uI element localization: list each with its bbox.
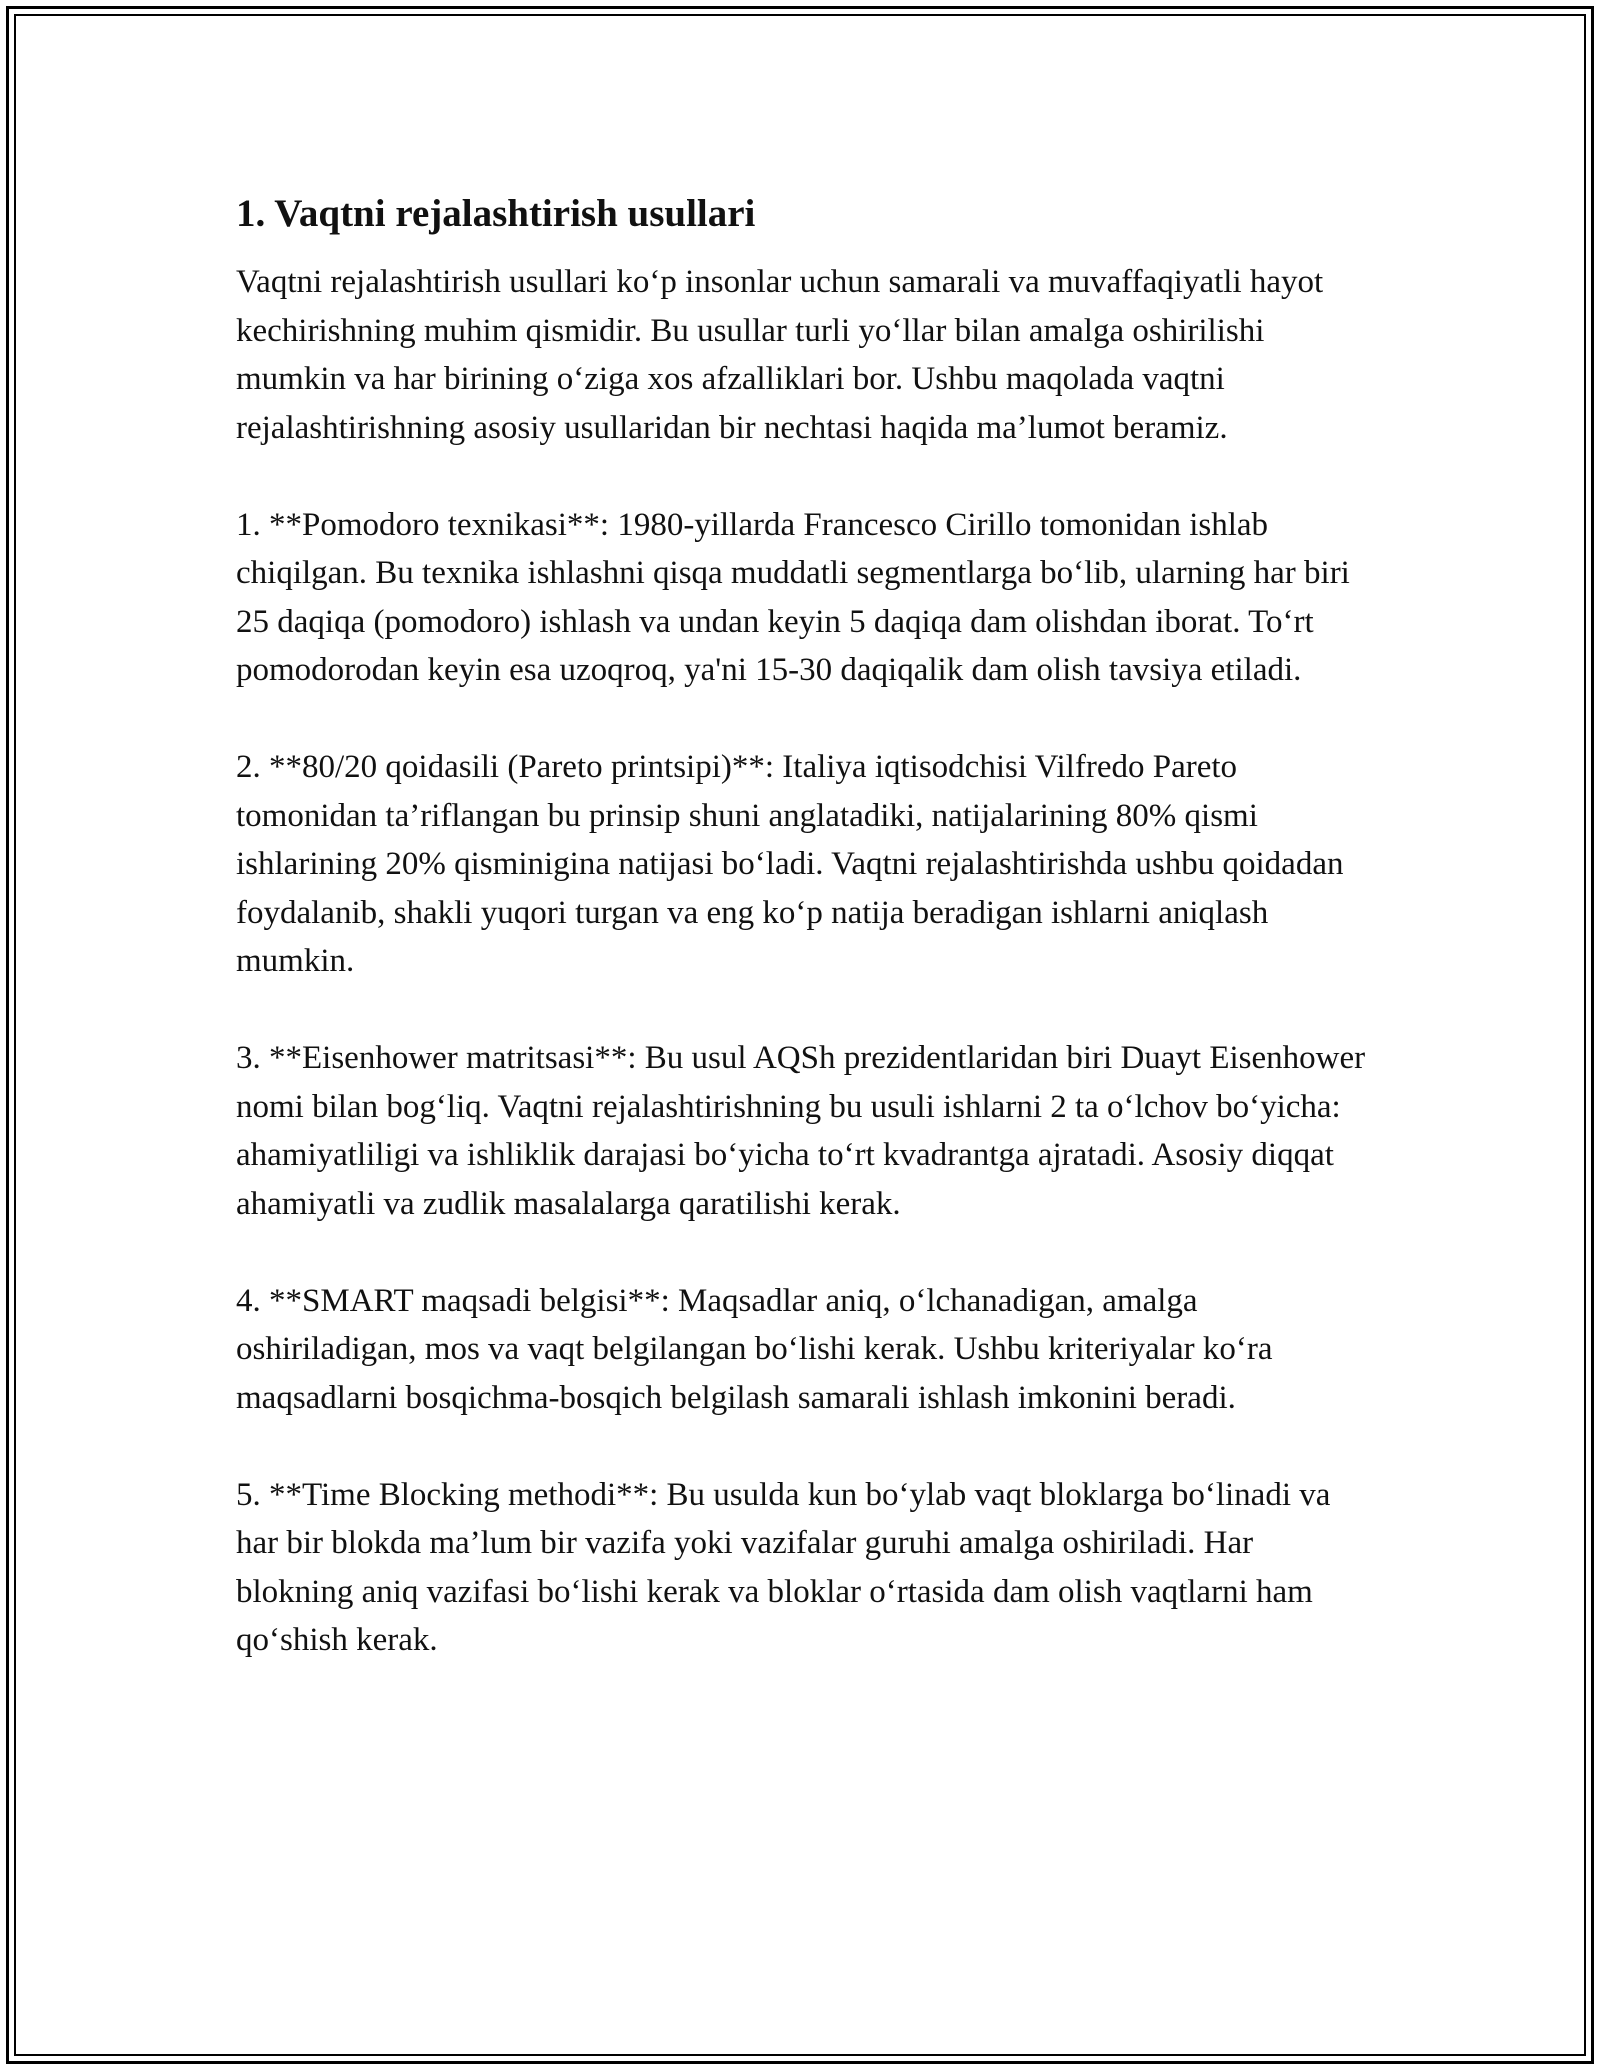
list-item-smart: 4. **SMART maqsadi belgisi**: Maqsadlar aniq, o‘lchanadigan, amalga oshiriladigan, mos va vaqt belgilangan bo‘lishi kerak. Ushbu kriteriyalar ko‘ra maqsadlarni bosqichma-bosqich belgilash samarali ishlash imkonini beradi. bbox=[236, 1282, 1273, 1416]
document-title: 1. Vaqtni rejalashtirish usullari bbox=[236, 192, 756, 235]
list-item-pomodoro: 1. **Pomodoro texnikasi**: 1980-yillarda Francesco Cirillo tomonidan ishlab chiqilgan. Bu texnika ishlashni qisqa muddatli segmentlarga bo‘lib, ularning har biri 25 daqiqa (pomodoro) ishlash va undan keyin 5 daqiqa dam olishdan iborat. To‘rt pomodorodan keyin esa uzoqroq, ya'ni 15-30 daqiqalik dam olish tavsiya etiladi. bbox=[236, 506, 1350, 688]
list-item-pareto: 2. **80/20 qoidasili (Pareto printsipi)**: Italiya iqtisodchisi Vilfredo Pareto tomonidan ta’riflangan bu prinsip shuni anglatadiki, natijalarining 80% qismi ishlarining 20% qisminigina natijasi bo‘ladi. Vaqtni rejalashtirishda ushbu qoidadan foydalanib, shakli yuqori turgan va eng ko‘p natija beradigan ishlarni aniqlash mumkin. bbox=[236, 749, 1344, 979]
list-item-eisenhower: 3. **Eisenhower matritsasi**: Bu usul AQSh prezidentlaridan biri Duayt Eisenhower nomi bilan bog‘liq. Vaqtni rejalashtirishning bu usuli ishlarni 2 ta o‘lchov bo‘yicha: ahamiyatliligi va ishliklik darajasi bo‘yicha to‘rt kvadrantga ajratadi. Asosiy diqqat ahamiyatli va zudlik masalalarga qaratilishi kerak. bbox=[236, 1040, 1366, 1222]
list-item-time-blocking: 5. **Time Blocking methodi**: Bu usulda kun bo‘ylab vaqt bloklarga bo‘linadi va har bir blokda ma’lum bir vazifa yoki vazifalar guruhi amalga oshiriladi. Har blokning aniq vazifasi bo‘lishi kerak va bloklar o‘rtasida dam olish vaqtlarni ham qo‘shish kerak. bbox=[236, 1476, 1331, 1658]
intro-paragraph: Vaqtni rejalashtirish usullari ko‘p insonlar uchun samarali va muvaffaqiyatli hayot kechirishning muhim qismidir. Bu usullar turli yo‘llar bilan amalga oshirilishi mumkin va har birining o‘ziga xos afzalliklari bor. Ushbu maqolada vaqtni rejalashtirishning asosiy usullaridan bir nechtasi haqida ma’lumot beramiz. bbox=[236, 264, 1324, 446]
document-body bbox=[236, 188, 1376, 1665]
